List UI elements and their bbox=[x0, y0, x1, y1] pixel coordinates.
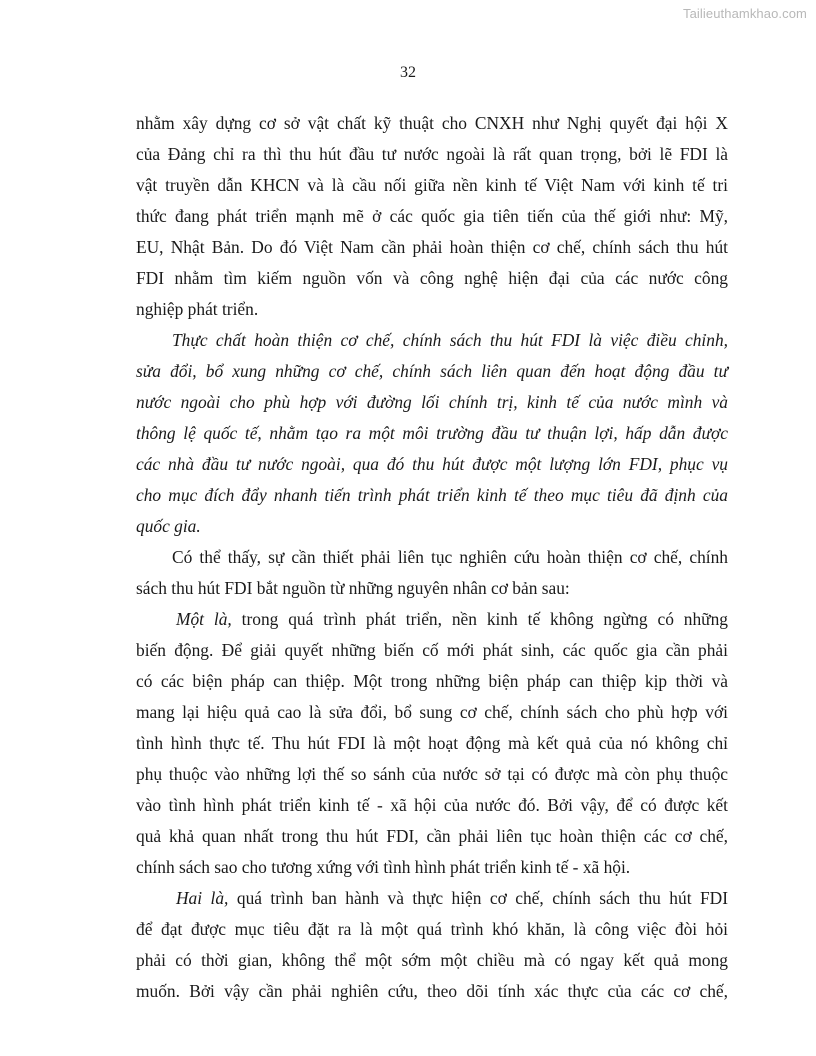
text-line: nước ngoài cho phù hợp với đường lối chính trị, kinh tế của nước mình và bbox=[136, 392, 728, 412]
text-line: sửa đổi, bổ xung những cơ chế, chính sách liên quan đến hoạt động đầu tư bbox=[136, 361, 728, 381]
paragraph-2-italic bbox=[136, 325, 728, 542]
paragraph-5 bbox=[136, 883, 728, 1007]
watermark-text: Tailieuthamkhao.com bbox=[682, 6, 807, 21]
text-line: chính sách sao cho tương xứng với tình hình phát triển kinh tế - xã hội. bbox=[136, 857, 631, 877]
paragraph-4 bbox=[136, 604, 728, 883]
text-line: phải có thời gian, không thể một sớm một chiều mà có ngay kết quả mong bbox=[136, 950, 728, 970]
text-line: cho mục đích đẩy nhanh tiến trình phát triển kinh tế theo mục tiêu đã định của bbox=[136, 485, 728, 505]
text-line: mang lại hiệu quả cao là sửa đổi, bổ sung cơ chế, chính sách cho phù hợp với bbox=[136, 702, 728, 722]
text-line: Thực chất hoàn thiện cơ chế, chính sách thu hút FDI là việc điều chỉnh, bbox=[172, 330, 728, 350]
text-line: quốc gia. bbox=[136, 516, 201, 536]
text-line: nghiệp phát triển. bbox=[136, 299, 259, 319]
text-line: vật truyền dẫn KHCN và là cầu nối giữa nền kinh tế Việt Nam với kinh tế tri bbox=[136, 175, 728, 195]
paragraph-lead-italic: Một là, bbox=[176, 609, 232, 629]
paragraph-lead-italic: Hai là, bbox=[176, 888, 229, 908]
paragraph-1 bbox=[136, 108, 728, 325]
text-line: tình hình thực tế. Thu hút FDI là một hoạt động mà kết quả của nó không chỉ bbox=[136, 733, 728, 753]
text-line: muốn. Bởi vậy cần phải nghiên cứu, theo dõi tính xác thực của các cơ chế, bbox=[136, 981, 728, 1001]
text-line: phụ thuộc vào những lợi thế so sánh của nước sở tại có được mà còn phụ thuộc bbox=[136, 764, 728, 784]
text-line: các nhà đầu tư nước ngoài, qua đó thu hút được một lượng lớn FDI, phục vụ bbox=[136, 454, 728, 474]
text-line: thông lệ quốc tế, nhằm tạo ra một môi trường đầu tư thuận lợi, hấp dẫn được bbox=[136, 423, 728, 443]
text-fragment: quá trình ban hành và thực hiện cơ chế, chính sách thu hút FDI bbox=[228, 888, 728, 908]
text-line bbox=[136, 604, 728, 635]
page-number: 32 bbox=[400, 64, 416, 81]
text-line: FDI nhằm tìm kiếm nguồn vốn và công nghệ hiện đại của các nước công bbox=[136, 268, 728, 288]
text-line: để đạt được mục tiêu đặt ra là một quá trình khó khăn, là công việc đòi hỏi bbox=[136, 919, 728, 939]
text-line: vào tình hình phát triển kinh tế - xã hội của nước đó. Bởi vậy, để có được kết bbox=[136, 795, 728, 815]
text-line: quả khả quan nhất trong thu hút FDI, cần phải liên tục hoàn thiện các cơ chế, bbox=[136, 826, 728, 846]
text-line bbox=[136, 883, 728, 914]
document-body bbox=[136, 108, 728, 1007]
text-line: biến động. Để giải quyết những biến cố mới phát sinh, các quốc gia cần phải bbox=[136, 640, 728, 660]
text-line: EU, Nhật Bản. Do đó Việt Nam cần phải hoàn thiện cơ chế, chính sách thu hút bbox=[136, 237, 728, 257]
text-line: có các biện pháp can thiệp. Một trong những biện pháp can thiệp kịp thời và bbox=[136, 671, 728, 691]
text-line: Có thể thấy, sự cần thiết phải liên tục nghiên cứu hoàn thiện cơ chế, chính bbox=[172, 547, 728, 567]
text-line: thức đang phát triển mạnh mẽ ở các quốc gia tiên tiến của thế giới như: Mỹ, bbox=[136, 206, 728, 226]
text-line: sách thu hút FDI bắt nguồn từ những nguyên nhân cơ bản sau: bbox=[136, 578, 570, 598]
paragraph-3 bbox=[136, 542, 728, 604]
text-fragment: trong quá trình phát triển, nền kinh tế không ngừng có những bbox=[231, 609, 728, 629]
text-line: nhằm xây dựng cơ sở vật chất kỹ thuật cho CNXH như Nghị quyết đại hội X bbox=[136, 113, 728, 133]
text-line: của Đảng chỉ ra thì thu hút đầu tư nước ngoài là rất quan trọng, bởi lẽ FDI là bbox=[136, 144, 728, 164]
